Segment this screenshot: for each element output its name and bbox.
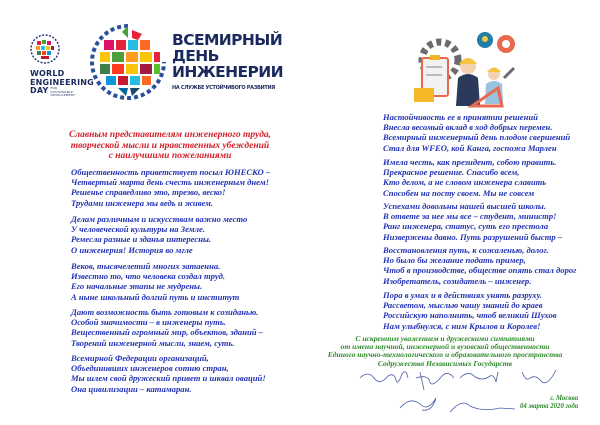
poem-line: Вещественный огромный мир, объектов, зданий – [71, 327, 263, 338]
poem-line: Она цивилизации – катамаран. [71, 383, 192, 394]
poem-stanza-left-5 [71, 353, 266, 394]
poem-line: Объединивших инженеров сотню стран, [71, 363, 229, 374]
poem-stanza-left-2 [71, 214, 247, 255]
poem-line: Изобретатель, созидатель – инженер. [383, 275, 532, 286]
poem-line: Делам различным и искусствам важно место [71, 214, 248, 224]
wed-tagline: FOR SUSTAINABLE DEVELOPMENT [50, 86, 76, 97]
date-label: 04 марта 2020 года [520, 402, 579, 410]
place-and-date [520, 395, 578, 410]
poem-stanza-left-4 [71, 307, 263, 348]
closing-line: Содружества Независимых Государств [377, 358, 513, 368]
main-logo-subtitle: НА СЛУЖБЕ УСТОЙЧИВОГО РАЗВИТИЯ [172, 85, 275, 91]
wed-logo-text [30, 70, 94, 98]
wed-line-day: DAY [30, 86, 49, 95]
poem-stanza-right-5 [383, 290, 557, 331]
poem-line: Способен на посту своем. Мы не совсем [383, 187, 535, 198]
wed-line-engineering: ENGINEERING [30, 77, 94, 87]
city-label: г. Москва [550, 395, 579, 402]
closing-line: С искренним уважением и дружескими симпатиями [355, 334, 535, 343]
signatures-icon [350, 368, 590, 420]
closing-regards [320, 335, 570, 368]
poem-line: Четвертый марта день счесть инженерным днем! [71, 177, 269, 188]
poem-line: Кто делом, а не словом инженера славить [383, 177, 547, 188]
poem-line: Мы шлем свой дружеский привет и шквал оваций! [71, 373, 266, 384]
poem-stanza-left-1 [71, 167, 270, 208]
poem-line: Имела честь, как президент, собою править. [383, 157, 557, 167]
logo-title-line: ИНЖЕНЕРИИ [172, 63, 283, 81]
poem-line: Внесла весомый вклад в ход добрых перемен. [383, 122, 553, 133]
poem-stanza-right-4 [383, 245, 576, 286]
world-engineering-day-globe-icon [88, 22, 168, 102]
poem-line: Решенье справедливо это, трезво, веско! [71, 187, 226, 198]
poem-line: Дают возможность быть готовым к созиданью. [71, 307, 259, 317]
poem-line: Чтоб в производстве, обществе опять стал дорог [383, 265, 577, 276]
poem-line: Его начальные этапы не мудрены. [71, 281, 203, 292]
poem-line: Трудами инженера мы ведь и живем. [71, 197, 214, 208]
poem-line: А ныне школьный долгий путь и институт [71, 291, 240, 302]
dedication-heading [60, 130, 280, 162]
poem-stanza-right-3 [383, 201, 562, 242]
poem-line: Общественность приветствует посыл ЮНЕСКО – [71, 167, 271, 177]
poem-line: У человеческой культуры на Земле. [71, 224, 205, 235]
wed-globe-logo-icon [30, 34, 60, 64]
poem-line: Стал для WFEO, кой Канга, госпожа Марлен [383, 142, 557, 153]
poem-line: Успехами довольны нашей высшей школы. [383, 201, 547, 211]
poem-line: Рассветом, мыслью чашу знаний до краев [383, 300, 543, 311]
main-logo-title [172, 32, 283, 80]
poem-line: Всемирной Федерации организаций, [71, 353, 209, 363]
heading-line: с наилучшими пожеланиями [108, 151, 232, 161]
poem-line: Всемирный инженерный день плодом свершений [383, 132, 571, 143]
poem-line: Настойчивость ее в принятии решений [383, 112, 538, 122]
wed-line-world: WORLD [30, 69, 65, 78]
poem-stanza-right-1 [383, 112, 570, 153]
heading-line: Славным представителям инженерного труда, [68, 130, 272, 140]
poem-line: Но было бы желание подать пример, [383, 255, 526, 266]
poem-line: Российскую наполнить, чтоб великий Шухов [383, 310, 557, 321]
poem-line: Восстановления путь, к сожаленью, долог. [383, 245, 549, 255]
poem-stanza-right-2 [383, 157, 556, 198]
closing-line: Единого научно-технологического и образовательного пространства [327, 350, 563, 360]
logo-title-line: ВСЕМИРНЫЙ [172, 31, 283, 49]
logo-title-line: ДЕНЬ [172, 47, 219, 65]
poem-line: Нам улыбнулся, с ним Крылов и Королев! [383, 320, 541, 331]
poem-line: Особой значимости – в инженеры путь. [71, 317, 226, 328]
poem-line: Известно то, что человека создал труд. [71, 271, 226, 282]
poem-line: О инженерия! История во мгле [71, 244, 193, 255]
poem-line: В ответе за нее мы все – студент, министр! [383, 211, 557, 222]
engineers-illustration-icon [410, 28, 520, 108]
poem-line: Прекрасное решение. Спасибо всем, [383, 167, 520, 178]
poem-line: Пора в умах и в действиях унять разруху. [383, 290, 543, 300]
poem-line: Низвержены давно. Путь разрушений быстр – [383, 231, 563, 242]
heading-line: творческой мысли и нравственных убеждений [70, 140, 270, 151]
poem-line: Веков, тысячелетий многих затаенна. [71, 261, 221, 271]
poem-line: Творений инженерной мысли, знаем, суть. [71, 337, 235, 348]
poem-stanza-left-3 [71, 261, 239, 302]
closing-line: от имени научной, инженерной и вузовской общественности [340, 342, 550, 352]
poem-line: Ремесла разные и зданья интересны. [71, 234, 212, 245]
poem-line: Ранг инженера, статус, суть его престола [383, 221, 549, 232]
